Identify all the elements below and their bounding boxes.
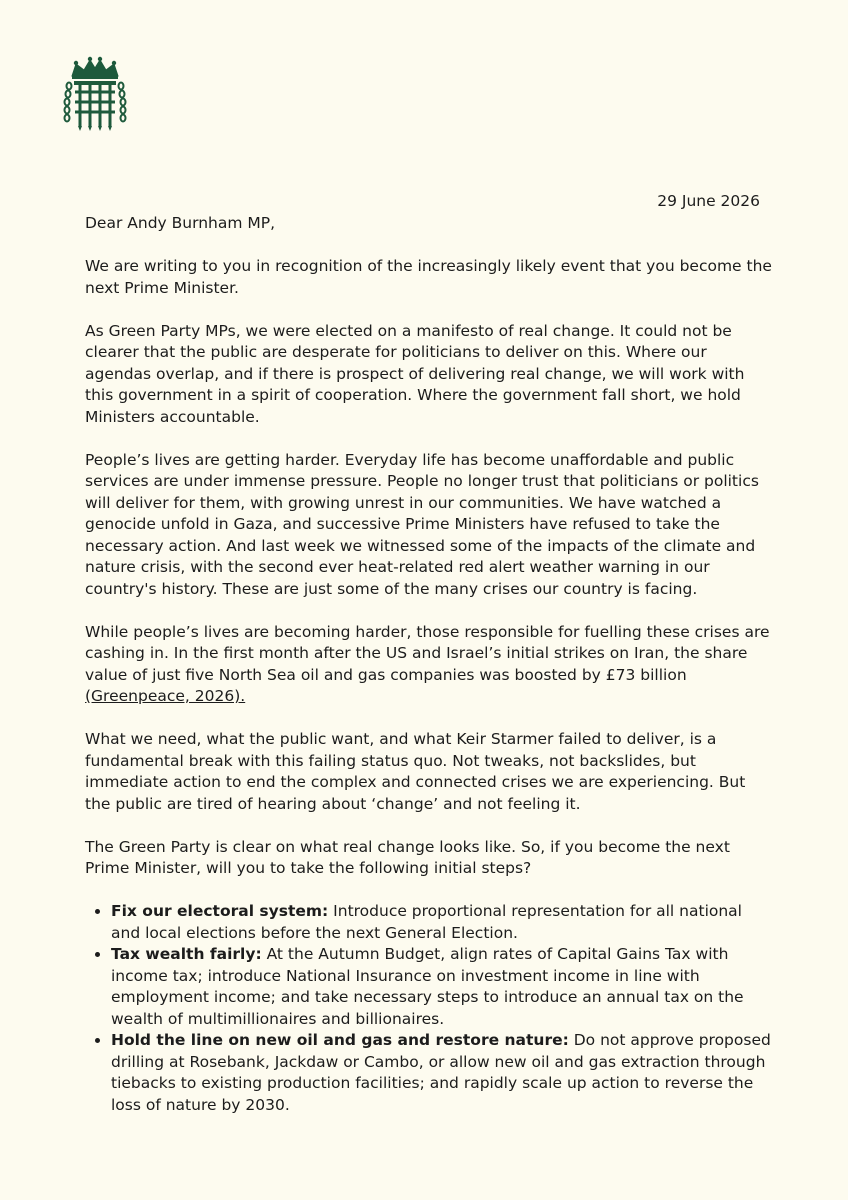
letter-body	[85, 213, 775, 1116]
step-title: Tax wealth fairly:	[111, 945, 262, 963]
paragraph-cashing-in	[85, 622, 775, 708]
greenpeace-citation-link[interactable]: (Greenpeace, 2026).	[85, 687, 246, 705]
paragraph-lives-harder: People’s lives are getting harder. Everyday life has become unaffordable and public services are under immense pressure. People no longer trust that politicians or politics will deliver for them, with growing unrest in our communities. We have watched a genocide unfold in Gaza, and successive Prime Ministers have refused to take the necessary action. And last week we witnessed some of the impacts of the climate and nature crisis, with the second ever heat-related red alert weather warning in our country's history. These are just some of the many crises our country is facing.	[85, 450, 759, 598]
step-text: Introduce proportional representation for all national and local elections before the next General Election.	[111, 902, 742, 942]
steps-list	[85, 901, 775, 1116]
paragraph-status-quo: What we need, what the public want, and what Keir Starmer failed to deliver, is a fundamental break with this failing status quo. Not tweaks, not backslides, but immediate action to end the complex and connected crises we are experiencing. But the public are tired of hearing about ‘change’ and not feeling it.	[85, 730, 746, 813]
step-text: Do not approve proposed drilling at Rosebank, Jackdaw or Cambo, or allow new oil and gas extraction through tiebacks to existing production facilities; and rapidly scale up action to reverse the loss of nature by 2030.	[111, 1031, 771, 1114]
list-item	[111, 901, 775, 944]
step-text: At the Autumn Budget, align rates of Capital Gains Tax with income tax; introduce National Insurance on investment income in line with employment income; and take necessary steps to introduce an annual tax on the wealth of multimillionaires and billionaires.	[111, 945, 744, 1028]
list-item	[111, 944, 775, 1030]
salutation: Dear Andy Burnham MP,	[85, 214, 276, 232]
step-title: Hold the line on new oil and gas and restore nature:	[111, 1031, 569, 1049]
step-title: Fix our electoral system:	[111, 902, 329, 920]
paragraph-manifesto: As Green Party MPs, we were elected on a manifesto of real change. It could not be clearer that the public are desperate for politicians to deliver on this. Where our agendas overlap, and if there is prospect of delivering real change, we will work with this government in a spirit of cooperation. Where the government fall short, we hold Ministers accountable.	[85, 321, 745, 426]
paragraph-cashing-in-text: While people’s lives are becoming harder, those responsible for fuelling these crises are cashing in. In the first month after the US and Israel’s initial strikes on Iran, the share value of just five North Sea oil and gas companies was boosted by £73 billion	[85, 622, 770, 684]
paragraph-intro: We are writing to you in recognition of the increasingly likely event that you become the next Prime Minister.	[85, 257, 772, 297]
letter-date: 29 June 2026	[657, 192, 760, 210]
paragraph-initial-steps: The Green Party is clear on what real change looks like. So, if you become the next Prime Minister, will you to take the following initial steps?	[85, 837, 730, 877]
list-item	[111, 1030, 775, 1116]
portcullis-crown-icon	[62, 56, 128, 132]
